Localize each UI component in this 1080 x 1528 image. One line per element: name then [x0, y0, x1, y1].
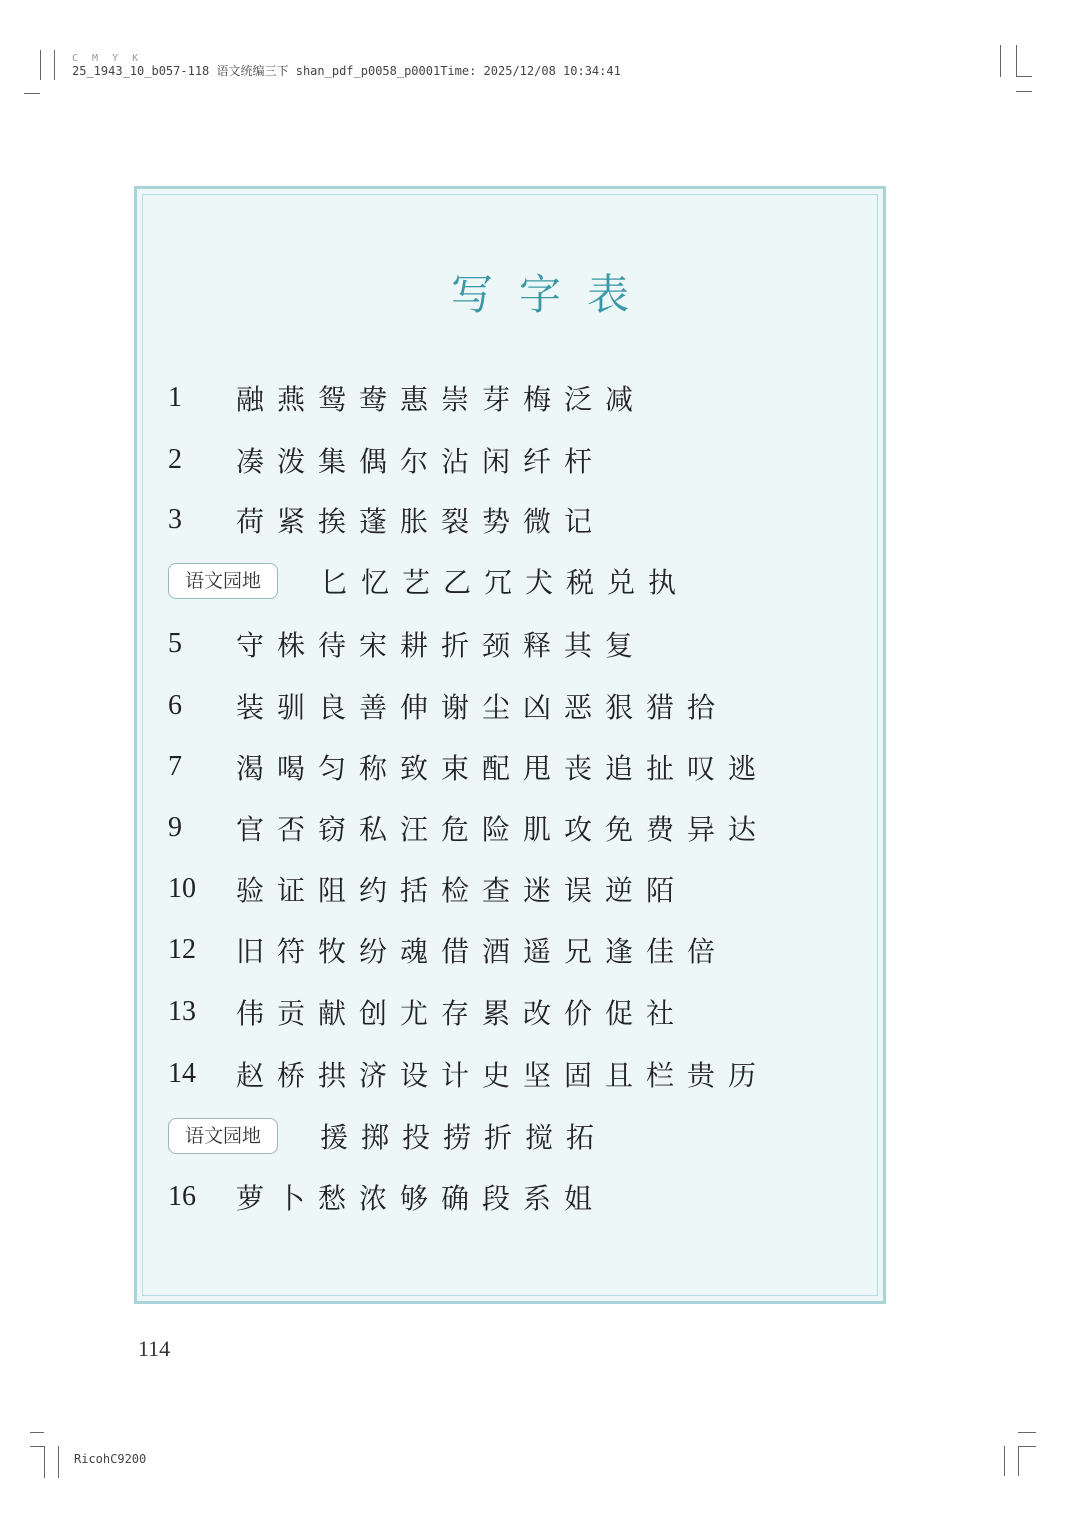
- list-item: [168, 747, 769, 787]
- list-item: [168, 440, 605, 480]
- crop-mark: [1018, 1446, 1036, 1447]
- cmyk-label: C M Y K: [72, 53, 143, 64]
- crop-mark: [1018, 1432, 1036, 1433]
- crop-mark: [1016, 91, 1032, 92]
- character-list: 旧符牧纷魂借酒遥兄逢佳倍: [236, 935, 729, 968]
- lesson-number: 10: [168, 873, 196, 904]
- character-list: 匕忆艺乙冗犬税兑执: [320, 566, 690, 599]
- list-item: [168, 624, 646, 664]
- list-item: [168, 561, 689, 601]
- lesson-number: 16: [168, 1181, 196, 1212]
- character-list: 荷紧挨蓬胀裂势微记: [236, 505, 606, 538]
- character-list: 渴喝匀称致束配甩丧追扯叹逃: [236, 752, 770, 785]
- lesson-number: 5: [168, 628, 182, 659]
- crop-mark: [1018, 1446, 1019, 1476]
- character-list: 验证阻约括检查迷误逆陌: [236, 874, 688, 907]
- crop-mark: [24, 93, 40, 94]
- character-list: 装驯良善伸谢尘凶恶狠猎拾: [236, 691, 729, 724]
- lesson-number: 7: [168, 751, 182, 782]
- page-number: 114: [138, 1336, 171, 1361]
- crop-mark: [54, 50, 55, 80]
- list-item: [168, 686, 728, 726]
- page-title: 写字表: [450, 270, 655, 319]
- crop-mark: [30, 1432, 44, 1433]
- character-list: 守株待宋耕折颈释其复: [236, 629, 647, 662]
- lesson-number: 14: [168, 1058, 196, 1089]
- list-item: [168, 992, 687, 1032]
- printer-footer: RicohC9200: [74, 1452, 147, 1466]
- crop-mark: [1016, 76, 1032, 77]
- character-list: 赵桥拱济设计史坚固且栏贵历: [236, 1059, 770, 1092]
- list-item: [168, 1177, 605, 1217]
- crop-mark: [30, 1446, 44, 1447]
- lesson-number: 6: [168, 690, 182, 721]
- list-item: [168, 930, 728, 970]
- list-item: [168, 500, 605, 540]
- list-item: [168, 808, 769, 848]
- file-info: 25_1943_10_b057-118 语文统编三下 shan_pdf_p0058_p0001Time: 2025/12/08 10:34:41: [72, 64, 621, 78]
- section-badge: 语文园地: [168, 563, 278, 599]
- lesson-number: 1: [168, 382, 182, 413]
- lesson-number: 3: [168, 504, 182, 535]
- section-badge: 语文园地: [168, 1118, 278, 1154]
- crop-mark: [1016, 45, 1017, 77]
- print-header: [72, 52, 621, 78]
- list-item: [168, 1054, 769, 1094]
- list-item: [168, 1116, 607, 1156]
- character-list: 援掷投捞折搅拓: [320, 1121, 608, 1154]
- crop-mark: [1004, 1446, 1005, 1476]
- lesson-number: 13: [168, 996, 196, 1027]
- crop-mark: [40, 50, 41, 80]
- lesson-number: 2: [168, 444, 182, 475]
- character-list: 伟贡献创尤存累改价促社: [236, 997, 688, 1030]
- lesson-number: 12: [168, 934, 196, 965]
- character-list: 凑泼集偶尔沾闲纤杆: [236, 445, 606, 478]
- crop-mark: [44, 1446, 45, 1478]
- list-item: [168, 869, 687, 909]
- lesson-number: 9: [168, 812, 182, 843]
- list-item: [168, 378, 646, 418]
- crop-mark: [58, 1446, 59, 1478]
- character-list: 官否窃私汪危险肌攻免费异达: [236, 813, 770, 846]
- crop-mark: [1000, 45, 1001, 77]
- character-list: 融燕鸳鸯惠崇芽梅泛减: [236, 383, 647, 416]
- character-list: 萝卜愁浓够确段系姐: [236, 1182, 606, 1215]
